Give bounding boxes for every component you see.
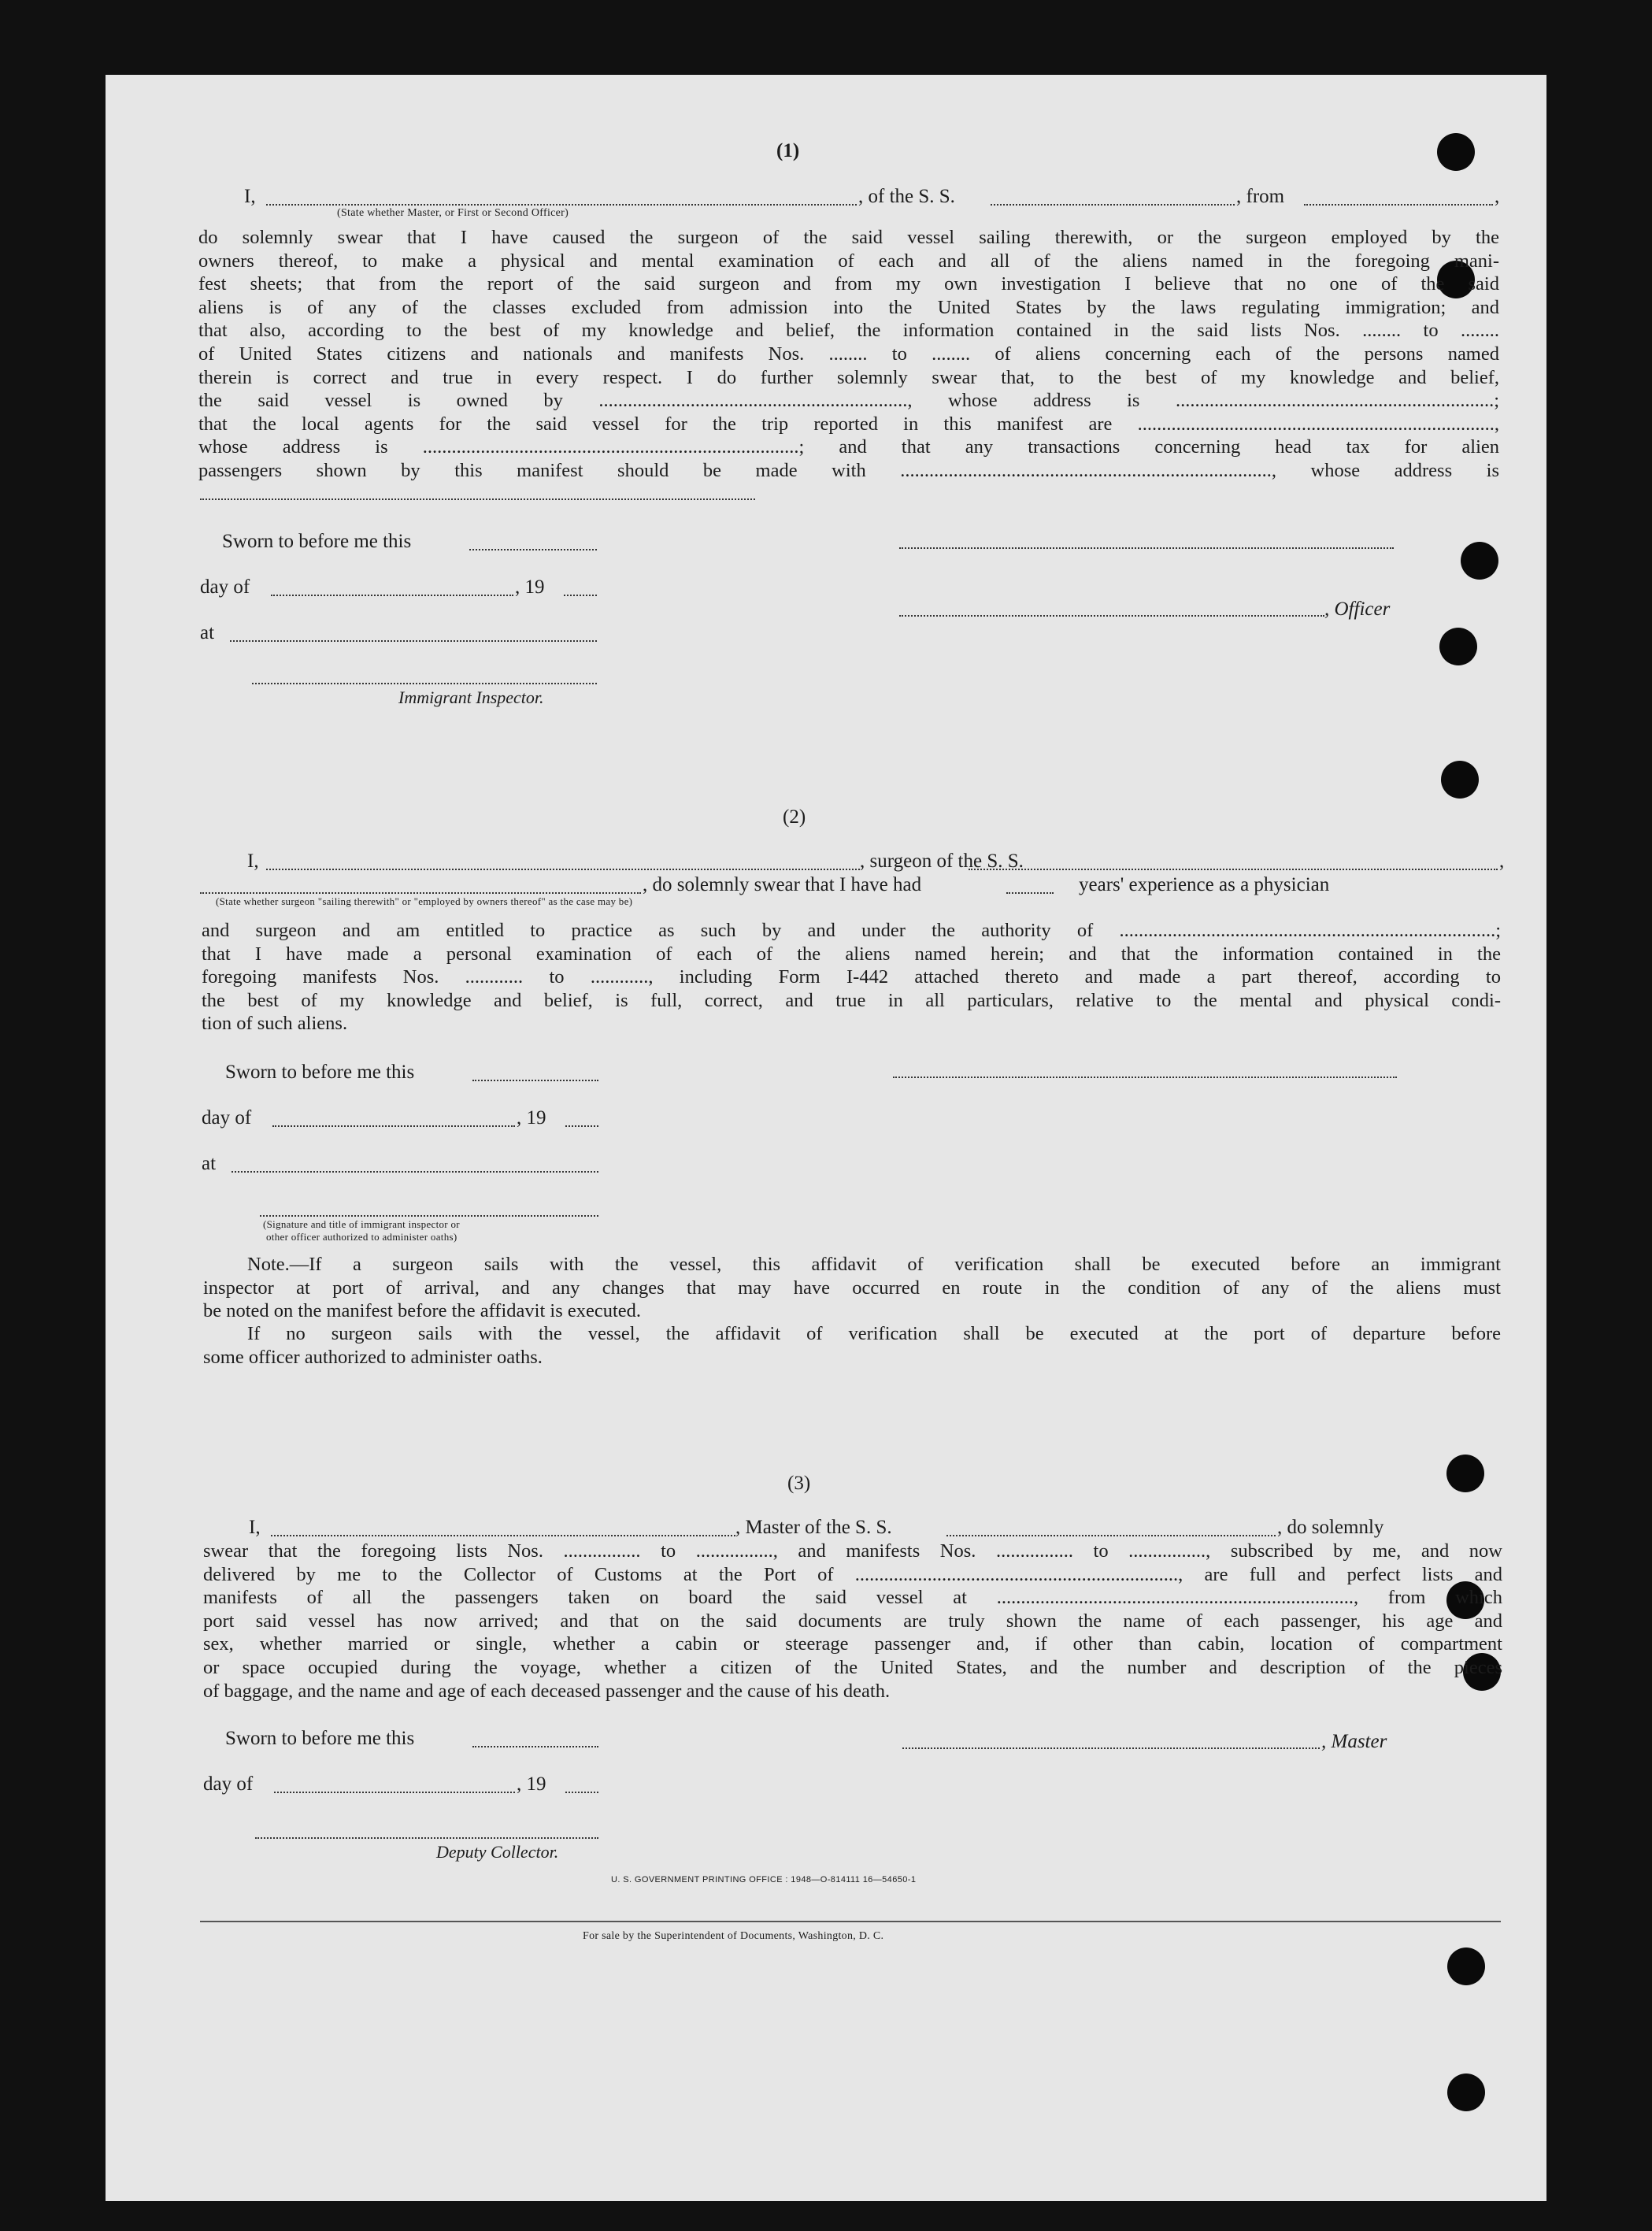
s3-master-of-ss: , Master of the S. S.	[735, 1517, 892, 1538]
s2-sig-note-2: other officer authorized to administer oaths)	[266, 1231, 457, 1243]
punch-hole	[1447, 1947, 1485, 1985]
section-number-3: (3)	[787, 1473, 811, 1494]
s1-from: , from	[1236, 186, 1285, 207]
s1-at-field[interactable]	[230, 640, 597, 642]
s1-year: , 19	[515, 576, 545, 598]
s2-years-field[interactable]	[1006, 892, 1054, 894]
s1-comma: ,	[1495, 186, 1500, 207]
s2-note-paragraph-2: If no surgeon sails with the vessel, the affidavit of verification shall be executed at the port of departure before some officer authorized to administer oaths.	[203, 1323, 1501, 1368]
s2-note-paragraph: Note.—If a surgeon sails with the vessel, this affidavit of verification shall be executed before an immigrant inspector at port of arrival, and any changes that may have occurred en route in the condition of any of the aliens must be noted on the manifest before the affidavit is executed.	[203, 1254, 1501, 1322]
s3-deputy-signature-line[interactable]	[255, 1837, 598, 1839]
s1-from-field[interactable]	[1304, 204, 1493, 206]
s2-at-field[interactable]	[232, 1171, 598, 1173]
s3-oath-paragraph: swear that the foregoing lists Nos. ................ to ................, and manifests Nos. ................ to ................, subscribed by me, and now delivered by me to the Collector of Customs at the Port of ..................................................................., are full and perfect lists and manifests of all the passengers taken on board the said vessel at .........................................................................., from which port said vessel has now arrived; and that on the said documents are truly shown the name of each passenger, his age and sex, whether married or single, whether a cabin or steerage passenger and, if other than cabin, location of compartment or space occupied during the voyage, whether a citizen of the United States, and the number and description of the pieces of baggage, and the name and age of each deceased passenger and the cause of his death.	[203, 1540, 1502, 1702]
s2-oath-paragraph: and surgeon and am entitled to practice as such by and under the authority of ..............................................................................; that I have made a personal examination of each of the aliens named herein; and that the information contained in the foregoing manifests Nos. ............ to ............, including Form I-442 attached thereto and made a part thereof, according to the best of my knowledge and belief, is full, correct, and true in all particulars, relative to the mental and physical condi- tion of such aliens.	[202, 920, 1501, 1035]
s3-sworn-field[interactable]	[472, 1746, 598, 1747]
s1-oath-paragraph: do solemnly swear that I have caused the surgeon of the said vessel sailing therewith, or the surgeon employed by the owners thereof, to make a physical and mental examination of each and all of the aliens named in the foregoing mani- fest sheets; that from the report of the said surgeon and from my own investigation I believe that no one of the said aliens is of any of the classes excluded from admission into the United States by the laws regulating immigration; and that also, according to the best of my knowledge and belief, the information contained in the said lists Nos. ........ to ........ of United States citizens and nationals and manifests Nos. ........ to ........ of aliens concerning each of the persons named therein is correct and true in every respect. I do further solemnly swear that, to the best of my knowledge and belief, the said vessel is owned by ................................................................, whose address is ..................................................................; that the local agents for the said vessel for the trip reported in this manifest are .........................................................................., whose address is ..............................................................................; and that any transactions concerning head tax for alien passengers shown by this manifest should be made with ............................................................................., whose address is	[198, 227, 1499, 481]
s1-master-note: (State whether Master, or First or Second Officer)	[337, 207, 569, 219]
s1-I: I,	[244, 186, 256, 207]
s2-years-experience: years' experience as a physician	[1079, 874, 1330, 895]
s2-sworn-field[interactable]	[472, 1080, 598, 1081]
s1-address-continuation-field[interactable]	[200, 498, 755, 500]
s3-year-field[interactable]	[565, 1792, 598, 1793]
punch-hole	[1461, 542, 1498, 580]
s2-day-of: day of	[202, 1107, 252, 1128]
s3-sworn: Sworn to before me this	[225, 1728, 415, 1749]
section-number-2: (2)	[783, 806, 806, 828]
printing-office-line: U. S. GOVERNMENT PRINTING OFFICE : 1948—O-814111 16—54650-1	[611, 1875, 917, 1884]
s2-surgeon-signature-line[interactable]	[893, 1077, 1397, 1078]
s3-master-signature-line[interactable]	[902, 1747, 1320, 1749]
footer-rule	[200, 1921, 1501, 1922]
s1-at: at	[200, 622, 215, 643]
s3-day-of: day of	[203, 1773, 254, 1795]
s2-sworn: Sworn to before me this	[225, 1062, 415, 1083]
s1-officer-label: , Officer	[1324, 599, 1391, 620]
s3-deputy-label: Deputy Collector.	[436, 1842, 559, 1862]
s2-inspector-signature-line[interactable]	[260, 1215, 598, 1217]
s3-do-solemnly: , do solemnly	[1277, 1517, 1384, 1538]
s3-master-label: , Master	[1321, 1731, 1387, 1752]
s1-officer-signature-line-1[interactable]	[899, 547, 1394, 549]
s2-day-field[interactable]	[272, 1125, 515, 1127]
section-number-1: (1)	[776, 140, 800, 161]
s2-surgeon-of-ss: , surgeon of the S. S.	[860, 851, 1024, 872]
s1-sworn-field[interactable]	[469, 549, 597, 550]
s2-surgeon-note: (State whether surgeon "sailing therewith" or "employed by owners thereof" as the case may be)	[216, 895, 633, 907]
punch-hole	[1437, 133, 1475, 171]
s2-year-field[interactable]	[565, 1125, 598, 1127]
s1-year-field[interactable]	[564, 595, 597, 596]
for-sale-line: For sale by the Superintendent of Documents, Washington, D. C.	[583, 1930, 884, 1942]
s1-of-ss: , of the S. S.	[858, 186, 955, 207]
s2-surgeon-name-field[interactable]	[266, 869, 860, 870]
punch-hole	[1441, 761, 1479, 799]
s1-ship-name-field[interactable]	[991, 204, 1235, 206]
s1-officer-signature-line-2[interactable]	[899, 615, 1324, 617]
s3-ship-name-field[interactable]	[946, 1535, 1276, 1536]
s1-day-of: day of	[200, 576, 250, 598]
s1-officer-name-field[interactable]	[266, 204, 857, 206]
s2-do-swear: , do solemnly swear that I have had	[643, 874, 922, 895]
s3-year: , 19	[517, 1773, 546, 1795]
s1-inspector-signature-line[interactable]	[252, 683, 597, 684]
s2-I: I,	[247, 851, 259, 872]
document-page	[106, 75, 1546, 2201]
s1-day-field[interactable]	[271, 595, 513, 596]
s3-I: I,	[249, 1517, 261, 1538]
s1-inspector-label: Immigrant Inspector.	[398, 687, 544, 707]
s2-ship-name-field[interactable]	[969, 869, 1498, 870]
s3-master-name-field[interactable]	[271, 1535, 735, 1536]
s1-sworn: Sworn to before me this	[222, 531, 412, 552]
punch-hole	[1447, 2073, 1485, 2111]
s2-sig-note-1: (Signature and title of immigrant inspector or	[263, 1218, 460, 1230]
s2-comma: ,	[1499, 851, 1505, 872]
punch-hole	[1439, 628, 1477, 665]
s2-surgeon-status-field[interactable]	[200, 892, 641, 894]
punch-hole	[1446, 1455, 1484, 1492]
s2-at: at	[202, 1153, 217, 1174]
s3-day-field[interactable]	[274, 1792, 515, 1793]
s2-year: , 19	[517, 1107, 546, 1128]
